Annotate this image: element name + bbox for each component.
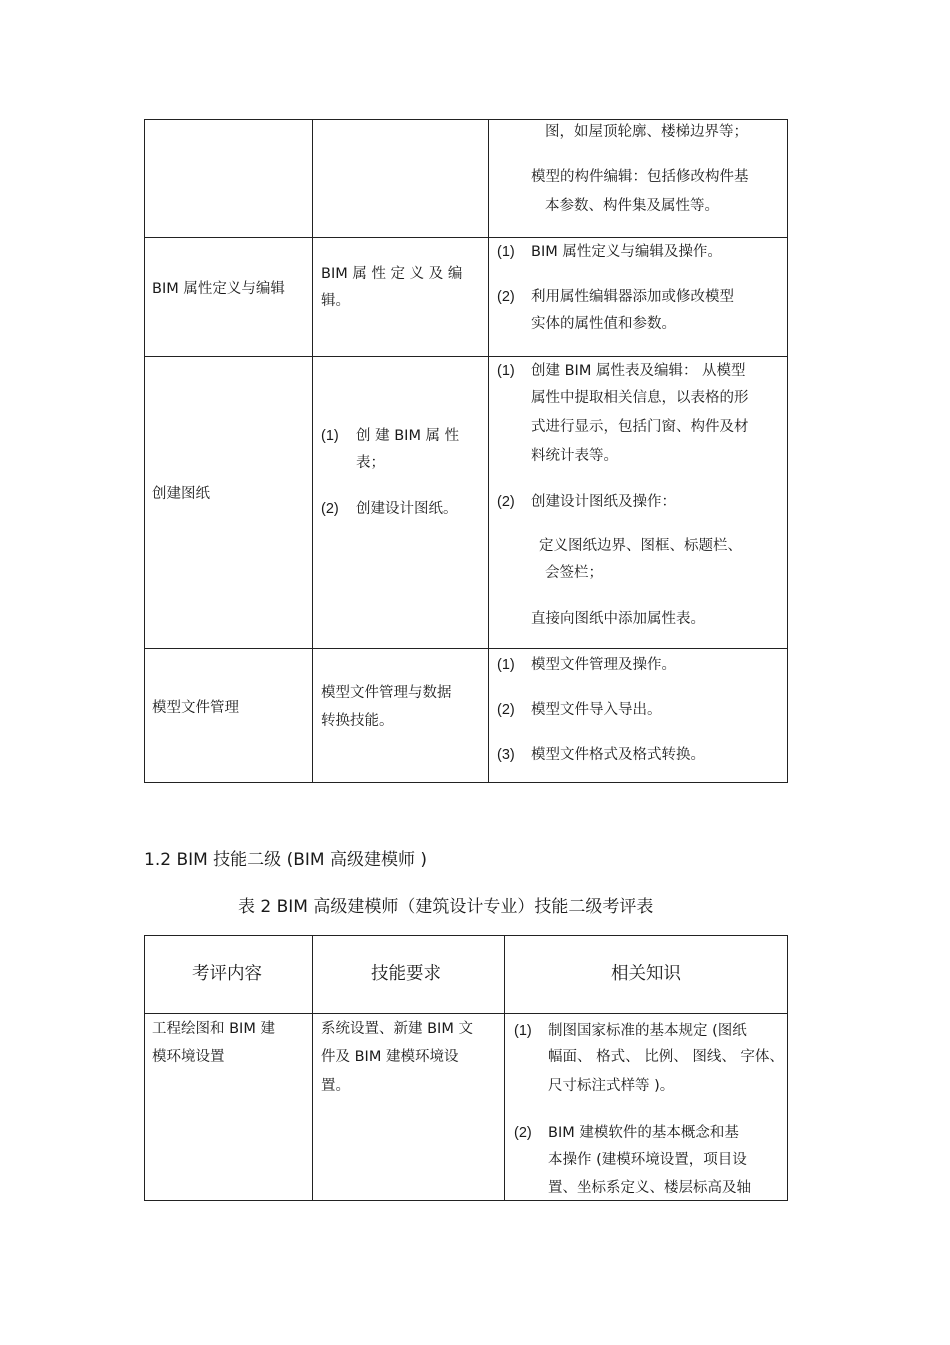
cell-knowledge-line: 尺寸标注式样等 )。 [548,1078,675,1094]
list-number: (1) [514,1023,532,1039]
cell-knowledge-line: 式进行显示，包括门窗、构件及材 [531,419,749,435]
table-1-col-divider [488,119,489,782]
cell-knowledge-line: 模型文件导入导出。 [531,702,662,718]
cell-text-line: 图，如屋顶轮廓、楼梯边界等； [545,124,748,140]
cell-skill-requirement-line: 件及 BIM 建模环境设 [321,1049,459,1065]
cell-evaluation-content-line: 工程绘图和 BIM 建 [152,1021,275,1037]
cell-knowledge-line: 模型文件管理及操作。 [531,657,676,673]
table-2-col-divider [504,935,505,1200]
cell-evaluation-content: 创建图纸 [152,486,210,502]
table-2-border-left [144,935,145,1200]
cell-knowledge-line: 属性中提取相关信息，以表格的形 [531,390,749,406]
list-number: (1) [321,428,339,444]
cell-knowledge-line: 定义图纸边界、图框、标题栏、 [539,538,742,554]
cell-skill-requirement-line: 置。 [321,1078,350,1094]
table-2-header-divider [144,1013,788,1014]
table-1-border-left [144,119,145,782]
cell-knowledge-line: 本操作 (建模环境设置，项目设 [548,1152,747,1168]
cell-knowledge-line: 置、坐标系定义、楼层标高及轴 [548,1180,751,1196]
cell-skill-requirement-line: BIM 属 性 定 义 及 编 [321,266,463,282]
list-number: (2) [497,494,515,510]
table-caption: 表 2 BIM 高级建模师（建筑设计专业）技能二级考评表 [238,897,654,917]
cell-knowledge-line: 幅面、 格式、 比例、 图线、 字体、 [548,1049,784,1065]
cell-evaluation-content: BIM 属性定义与编辑 [152,281,285,297]
table-2-border-bottom [144,1200,788,1201]
table-1-border-right [787,119,788,782]
cell-skill-requirement-line: 模型文件管理与数据 [321,685,452,701]
table-2-col-divider [312,935,313,1200]
cell-knowledge-line: 模型文件格式及格式转换。 [531,747,705,763]
list-number: (2) [321,501,339,517]
column-header-skill-requirement: 技能要求 [371,964,441,984]
table-1-col-divider [312,119,313,782]
cell-knowledge-line: 直接向图纸中添加属性表。 [531,611,705,627]
cell-evaluation-content-line: 模环境设置 [152,1049,225,1065]
table-1-row-divider [144,648,788,649]
list-number: (1) [497,363,515,379]
cell-knowledge-line: 利用属性编辑器添加或修改模型 [531,289,734,305]
list-number: (1) [497,244,515,260]
cell-evaluation-content: 模型文件管理 [152,700,239,716]
cell-text-line: 模型的构件编辑：包括修改构件基 [531,169,749,185]
cell-knowledge-line: 实体的属性值和参数。 [531,316,676,332]
cell-knowledge-line: 料统计表等。 [531,448,618,464]
table-1-row-divider [144,356,788,357]
section-heading: 1.2 BIM 技能二级 (BIM 高级建模师 ) [144,850,428,870]
cell-skill-requirement-line: 创建设计图纸。 [356,501,458,517]
table-2-border-top [144,935,788,936]
column-header-evaluation-content: 考评内容 [192,964,262,984]
table-1-row-divider [144,237,788,238]
cell-skill-requirement-line: 系统设置、新建 BIM 文 [321,1021,473,1037]
cell-knowledge-line: 创建 BIM 属性表及编辑： 从模型 [531,363,746,379]
cell-knowledge-line: 创建设计图纸及操作： [531,494,676,510]
column-header-related-knowledge: 相关知识 [611,964,681,984]
cell-text-line: 本参数、构件集及属性等。 [545,198,719,214]
table-2-border-right [787,935,788,1200]
table-1-border-bottom [144,782,788,783]
list-number: (3) [497,747,515,763]
list-number: (2) [514,1125,532,1141]
cell-knowledge-line: BIM 建模软件的基本概念和基 [548,1125,739,1141]
cell-skill-requirement-line: 转换技能。 [321,713,394,729]
table-1-border-top [144,119,788,120]
cell-knowledge-line: 会签栏； [545,565,603,581]
cell-skill-requirement-line: 辑。 [321,293,350,309]
cell-knowledge-line: BIM 属性定义与编辑及操作。 [531,244,722,260]
cell-knowledge-line: 制图国家标准的基本规定 (图纸 [548,1023,747,1039]
list-number: (1) [497,657,515,673]
list-number: (2) [497,702,515,718]
cell-skill-requirement-line: 表； [356,455,385,471]
cell-skill-requirement-line: 创 建 BIM 属 性 [356,428,460,444]
list-number: (2) [497,289,515,305]
